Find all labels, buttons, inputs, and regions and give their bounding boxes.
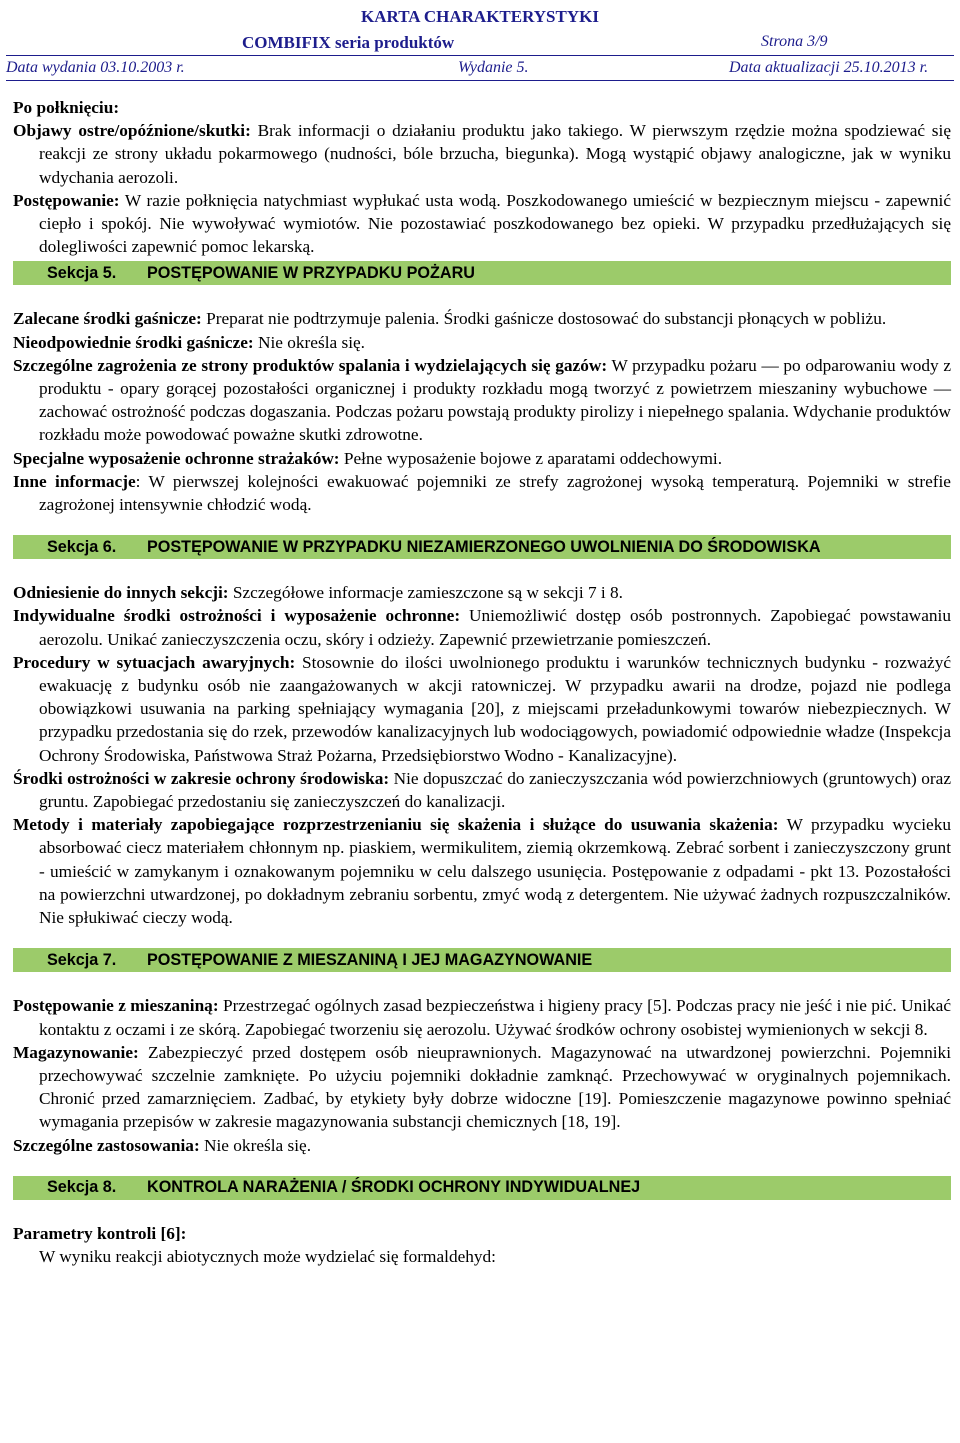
- header-product-row: [6, 29, 954, 56]
- paragraph: Magazynowanie: Zabezpieczyć przed dostępem osób nieuprawnionych. Magazynować na utwardzonej powierzchni. Pojemniki przechowywać szczelnie zamknięte. Po użyciu pojemniki dokładnie zamknąć. Przechowywać w oryginalnych pojemnikach. Chronić przed zamarznięciem. Zadbać, by etykiety były dobrze widoczne [19]. Pomieszczenie magazynowe powinno spełniać wymagania przepisów w zakresie magazynowania substancji chemicznych [18, 19].: [13, 1042, 951, 1132]
- paragraph: Postępowanie: W razie połknięcia natychmiast wypłukać usta wodą. Poszkodowanego umieścić w bezpiecznym miejscu - zapewnić ciepło i spokój. Nie wywoływać wymiotów. Nie pozostawiać poszkodowanego bez opieki. W przypadku przedłużających się dolegliwości zapewnić pomoc lekarską.: [13, 190, 951, 257]
- update-date: Data aktualizacji 25.10.2013 r.: [729, 59, 929, 76]
- section-title: KONTROLA NARAŻENIA / ŚRODKI OCHRONY INDYWIDUALNEJ: [147, 1178, 641, 1197]
- page-number: Strona 3/9: [761, 33, 828, 50]
- paragraph: Objawy ostre/opóźnione/skutki: Brak informacji o działaniu produktu jako takiego. W pierwszym rzędzie można spodziewać się reakcji ze strony układu pokarmowego (nudności, bóle brzucha, biegunka). Mogą wystąpić objawy analogiczne, jak w wyniku wdychania aerozoli.: [13, 121, 951, 187]
- section-6-header: [13, 535, 951, 559]
- section-title: POSTĘPOWANIE W PRZYPADKU POŻARU: [147, 263, 475, 282]
- label: Objawy ostre/opóźnione/skutki:: [13, 121, 251, 141]
- issue-date: Data wydania 03.10.2003 r.: [6, 59, 185, 76]
- paragraph: Inne informacje: W pierwszej kolejności ewakuować pojemniki ze strefy zagrożonej wysoką temperaturą. Pojemniki w strefie zagrożonej intensywnie chłodzić wodą.: [13, 471, 951, 515]
- section-7-header: [13, 948, 951, 972]
- label: Postępowanie:: [13, 190, 120, 210]
- paragraph: Specjalne wyposażenie ochronne strażaków: Pełne wyposażenie bojowe z aparatami oddechowymi.: [13, 448, 723, 468]
- paragraph: Nieodpowiednie środki gaśnicze: Nie określa się.: [13, 332, 366, 352]
- section-number: Sekcja 8.: [47, 1178, 117, 1197]
- paragraph: W wyniku reakcji abiotycznych może wydzielać się formaldehyd:: [39, 1246, 496, 1266]
- paragraph: Zalecane środki gaśnicze: Preparat nie podtrzymuje palenia. Środki gaśnicze dostosować do substancji płonących w pobliżu.: [13, 309, 887, 329]
- ingestion-heading: Po połknięciu:: [13, 98, 120, 117]
- paragraph: Metody i materiały zapobiegające rozprzestrzenianiu się skażenia i służące do usuwania skażenia: W przypadku wycieku absorbować ciecz materiałem chłonnym np. piaskiem, wermikulitem, ziemią okrzemkową. Zebrać sorbent i zanieczyszczony grunt - umieścić w zamykanym i oznakowanym pojemniku w celu dalszego usunięcia. Postępowanie z odpadami - pkt 13. Pozostałości na powierzchni utwardzonej, po dokładnym zebraniu sorbentu, zmyć wodą z detergentem. Nie używać żadnych rozpuszczalników. Nie spłukiwać cieczy wodą.: [13, 815, 951, 928]
- paragraph: Szczególne zagrożenia ze strony produktów spalania i wydzielających się gazów: W przypadku pożaru — po odparowaniu wody z produktu - opary gorącej pozostałości organicznej i produkty rozkładu mogą tworzyć z powietrzem mieszaniny wybuchowe — zachować ostrożność podczas dogaszania. Podczas pożaru powstają produkty pirolizy i niepełnego spalania. Wdychanie produktów rozkładu może powodować poważne skutki zdrowotne.: [13, 355, 952, 445]
- paragraph: Środki ostrożności w zakresie ochrony środowiska: Nie dopuszczać do zanieczyszczania wód powierzchniowych (gruntowych) oraz gruntu. Zapobiegać przedostaniu się zanieczyszczeń do kanalizacji.: [13, 768, 951, 812]
- document-header: [6, 0, 954, 81]
- paragraph-label: Parametry kontroli [6]:: [13, 1223, 187, 1243]
- edition: Wydanie 5.: [458, 59, 529, 76]
- paragraph: Postępowanie z mieszaniną: Przestrzegać ogólnych zasad bezpieczeństwa i higieny pracy [5]. Podczas pracy nie jeść i nie pić. Unikać kontaktu z oczami i ze skórą. Zapobiegać tworzeniu się aerozolu. Używać środków ochrony osobistej wymienionych w sekcji 8.: [13, 996, 952, 1039]
- section-5-header: [13, 261, 951, 285]
- section-title: POSTĘPOWANIE Z MIESZANINĄ I JEJ MAGAZYNOWANIE: [147, 950, 593, 969]
- section-title: POSTĘPOWANIE W PRZYPADKU NIEZAMIERZONEGO UWOLNIENIA DO ŚRODOWISKA: [147, 537, 821, 556]
- paragraph: Procedury w sytuacjach awaryjnych: Stosownie do ilości uwolnionego produktu i warunków technicznych budynku - rozważyć ewakuację z budynku osób nie zaangażowanych w akcji ratowniczej. W przypadku awarii na drodze, pojazd nie podlega obowiązkowi usuwania na parking spełniający wymagania [20], z miejscami przeładunkowymi towarów niebezpiecznych. W przypadku przedostania się do rzek, przewodów kanalizacyjnych lub wodociągowych, powiadomić odpowiednie władze (Inspekcja Ochrony Środowiska, Państwowa Straż Pożarna, Przedsiębiorstwo Wodno - Kanalizacyjne).: [13, 652, 952, 765]
- paragraph: Odniesienie do innych sekcji: Szczegółowe informacje zamieszczone są w sekcji 7 i 8.: [13, 583, 623, 603]
- paragraph: Szczególne zastosowania: Nie określa się.: [13, 1135, 312, 1155]
- paragraph: Indywidualne środki ostrożności i wyposażenie ochronne: Uniemożliwić dostęp osób postronnych. Zapobiegać powstawaniu aerozolu. Unikać zanieczyszczenia oczu, skóry i odzieży. Zapewnić przewietrzanie pomieszczeń.: [13, 606, 951, 649]
- section-number: Sekcja 7.: [47, 950, 117, 969]
- header-dates-row: [6, 56, 954, 81]
- section-number: Sekcja 6.: [47, 537, 117, 556]
- document-body: [13, 96, 951, 1268]
- product-name: COMBIFIX seria produktów: [242, 33, 455, 52]
- section-8-header: [13, 1176, 951, 1200]
- document-title: KARTA CHARAKTERYSTYKI: [361, 7, 599, 26]
- section-number: Sekcja 5.: [47, 263, 117, 282]
